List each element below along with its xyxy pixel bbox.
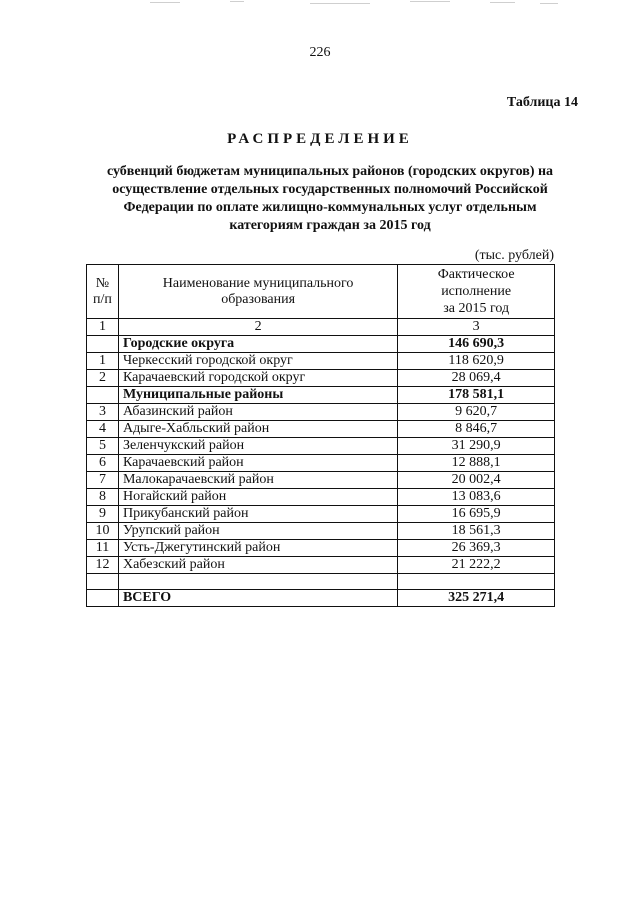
- total-label: ВСЕГО: [118, 590, 397, 607]
- row-name: Черкесский городской округ: [118, 353, 397, 370]
- units-note: (тыс. рублей): [474, 248, 554, 263]
- column-index: 3: [398, 319, 555, 336]
- table-row: [87, 472, 555, 489]
- table-row: [87, 421, 555, 438]
- row-value: 9 620,7: [398, 404, 555, 421]
- row-number: 8: [87, 489, 119, 506]
- row-number: 4: [87, 421, 119, 438]
- distribution-table: [86, 264, 555, 607]
- row-value: 118 620,9: [398, 353, 555, 370]
- table-row: [87, 353, 555, 370]
- empty-row: [87, 574, 555, 590]
- header-number: [87, 265, 119, 319]
- row-number: 1: [87, 353, 119, 370]
- row-value: 12 888,1: [398, 455, 555, 472]
- table-row: [87, 489, 555, 506]
- header-line: за 2015 год: [443, 301, 510, 316]
- table-row: [87, 540, 555, 557]
- table-row: [87, 404, 555, 421]
- row-value: 178 581,1: [398, 387, 555, 404]
- row-value: 20 002,4: [398, 472, 555, 489]
- row-name: Зеленчукский район: [118, 438, 397, 455]
- table-row: [87, 438, 555, 455]
- row-name: Усть-Джегутинский район: [118, 540, 397, 557]
- table-row: [87, 455, 555, 472]
- subtitle-line: осуществление отдельных государственных полномочий Российской: [112, 182, 548, 197]
- row-value: 13 083,6: [398, 489, 555, 506]
- row-value: 28 069,4: [398, 370, 555, 387]
- header-line: №: [95, 275, 110, 291]
- total-number-cell: [87, 590, 119, 607]
- table-row: [87, 557, 555, 574]
- row-number: [87, 336, 119, 353]
- row-number: 2: [87, 370, 119, 387]
- subtitle-line: категориям граждан за 2015 год: [229, 218, 431, 233]
- document-title: РАСПРЕДЕЛЕНИЕ: [227, 131, 413, 147]
- page-number: 226: [309, 45, 331, 60]
- row-number: 7: [87, 472, 119, 489]
- column-index: 1: [87, 319, 119, 336]
- row-name: Малокарачаевский район: [118, 472, 397, 489]
- row-value: 18 561,3: [398, 523, 555, 540]
- row-name: Муниципальные районы: [118, 387, 397, 404]
- group-row: [87, 387, 555, 404]
- row-number: 10: [87, 523, 119, 540]
- header-line: Наименование муниципального: [162, 275, 354, 291]
- empty-cell: [118, 574, 397, 590]
- row-name: Урупский район: [118, 523, 397, 540]
- group-row: [87, 336, 555, 353]
- row-value: 26 369,3: [398, 540, 555, 557]
- row-value: 146 690,3: [398, 336, 555, 353]
- subtitle-line: субвенций бюджетам муниципальных районов (городских округов) на: [106, 164, 554, 179]
- row-value: 16 695,9: [398, 506, 555, 523]
- row-value: 8 846,7: [398, 421, 555, 438]
- table-body: [87, 336, 555, 607]
- empty-cell: [398, 574, 555, 590]
- empty-cell: [87, 574, 119, 590]
- row-number: 9: [87, 506, 119, 523]
- row-value: 21 222,2: [398, 557, 555, 574]
- header-line: исполнение: [441, 284, 512, 299]
- total-row: [87, 590, 555, 607]
- table-row: [87, 506, 555, 523]
- header-value: [398, 265, 555, 319]
- column-index-row: [87, 319, 555, 336]
- row-name: Городские округа: [118, 336, 397, 353]
- table-label: Таблица 14: [506, 95, 578, 110]
- row-number: 3: [87, 404, 119, 421]
- column-index: 2: [118, 319, 397, 336]
- row-name: Карачаевский городской округ: [118, 370, 397, 387]
- row-name: Хабезский район: [118, 557, 397, 574]
- table-row: [87, 370, 555, 387]
- subtitle-line: Федерации по оплате жилищно-коммунальных услуг отдельным: [123, 200, 537, 215]
- header-name: [118, 265, 397, 319]
- row-name: Карачаевский район: [118, 455, 397, 472]
- row-number: 12: [87, 557, 119, 574]
- row-number: 5: [87, 438, 119, 455]
- table-header-row: [87, 265, 555, 319]
- document-subtitle: [70, 163, 590, 235]
- row-name: Прикубанский район: [118, 506, 397, 523]
- table-row: [87, 523, 555, 540]
- row-value: 31 290,9: [398, 438, 555, 455]
- header-line: п/п: [93, 291, 112, 307]
- scan-noise: [110, 0, 580, 6]
- row-name: Ногайский район: [118, 489, 397, 506]
- row-name: Адыге-Хабльский район: [118, 421, 397, 438]
- row-number: 11: [87, 540, 119, 557]
- row-number: 6: [87, 455, 119, 472]
- row-number: [87, 387, 119, 404]
- total-value: 325 271,4: [398, 590, 555, 607]
- header-line: образования: [221, 291, 296, 307]
- row-name: Абазинский район: [118, 404, 397, 421]
- header-line: Фактическое: [437, 267, 515, 282]
